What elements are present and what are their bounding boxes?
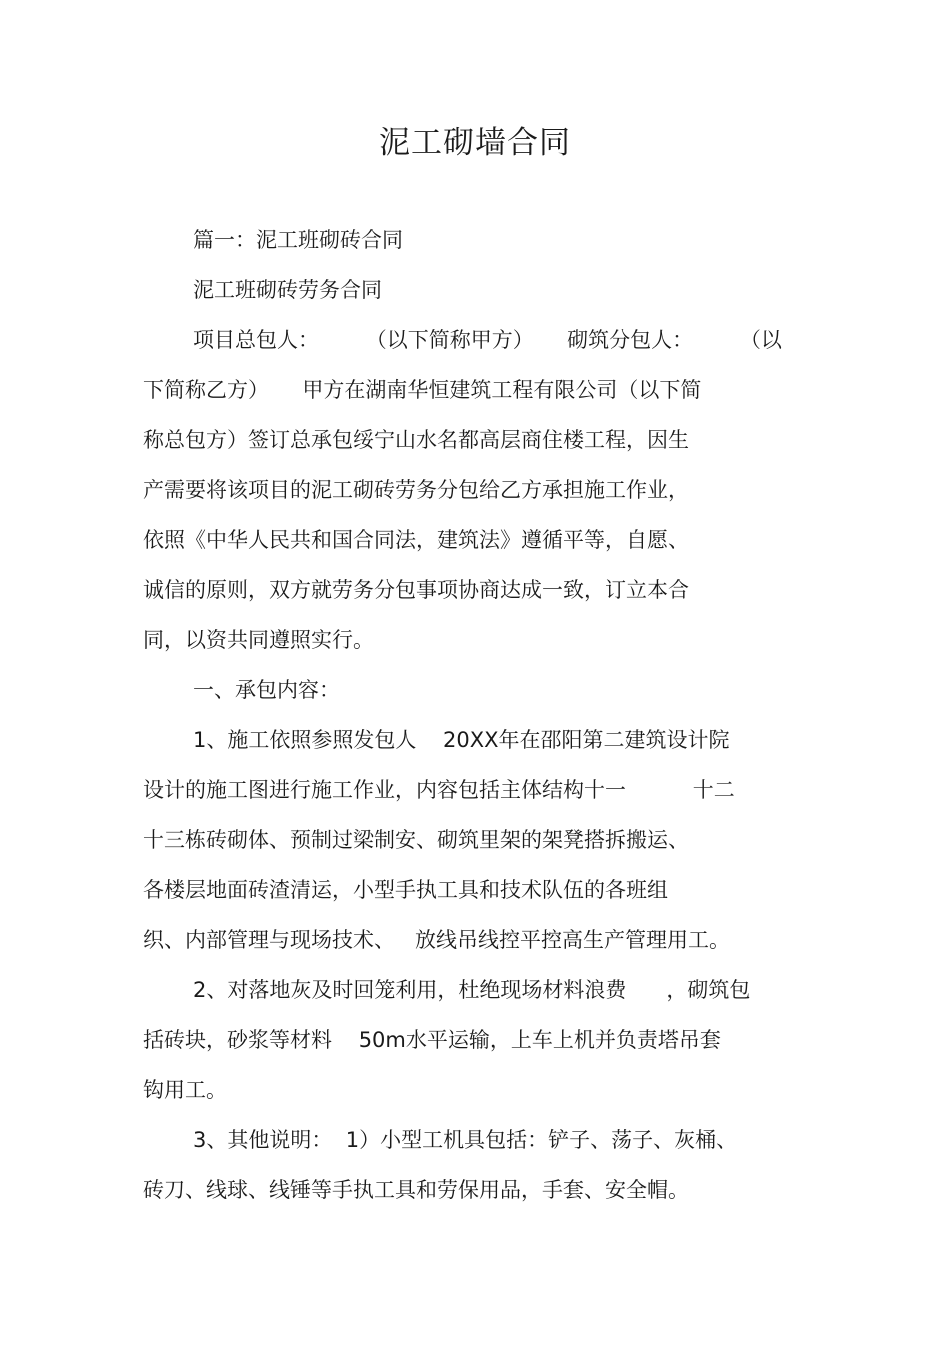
paragraph-line: 设计的施工图进行施工作业，内容包括主体结构十一 十二	[143, 778, 735, 802]
paragraph-line: 十三栋砖砌体、预制过梁制安、砌筑里架的架凳搭拆搬运、	[143, 828, 689, 852]
contract-subtitle: 泥工班砌砖劳务合同	[193, 278, 382, 302]
paragraph-line: 同，以资共同遵照实行。	[143, 628, 374, 652]
paragraph-line: 依照《中华人民共和国合同法，建筑法》遵循平等，自愿、	[143, 528, 689, 552]
paragraph-line: 砖刀、线球、线锤等手执工具和劳保用品，手套、安全帽。	[143, 1178, 689, 1202]
section-heading: 一、承包内容：	[193, 678, 340, 702]
paragraph-line: 各楼层地面砖渣清运，小型手执工具和技术队伍的各班组	[143, 878, 668, 902]
paragraph-line: 括砖块，砂浆等材料 50m水平运输，上车上机并负责塔吊套	[143, 1028, 721, 1052]
paragraph-line: 称总包方）签订总承包绥宁山水名都高层商住楼工程，因生	[143, 428, 689, 452]
paragraph-line: 下简称乙方） 甲方在湖南华恒建筑工程有限公司（以下简	[143, 378, 702, 402]
paragraph-line: 钩用工。	[143, 1078, 227, 1102]
paragraph-line: 诚信的原则，双方就劳务分包事项协商达成一致，订立本合	[143, 578, 689, 602]
paragraph-line: 3、其他说明： 1）小型工机具包括：铲子、荡子、灰桶、	[193, 1128, 738, 1152]
paragraph-line: 项目总包人： （以下简称甲方） 砌筑分包人： （以	[193, 328, 782, 352]
section-heading: 篇一：泥工班砌砖合同	[193, 228, 403, 252]
document-title: 泥工砌墙合同	[379, 125, 571, 161]
paragraph-line: 2、对落地灰及时回笼利用，杜绝现场材料浪费 ，砌筑包	[193, 978, 751, 1002]
paragraph-line: 织、内部管理与现场技术、 放线吊线控平控高生产管理用工。	[143, 928, 731, 952]
paragraph-line: 产需要将该项目的泥工砌砖劳务分包给乙方承担施工作业，	[143, 478, 689, 502]
paragraph-line: 1、施工依照参照发包人 20XX年在邵阳第二建筑设计院	[193, 728, 730, 752]
